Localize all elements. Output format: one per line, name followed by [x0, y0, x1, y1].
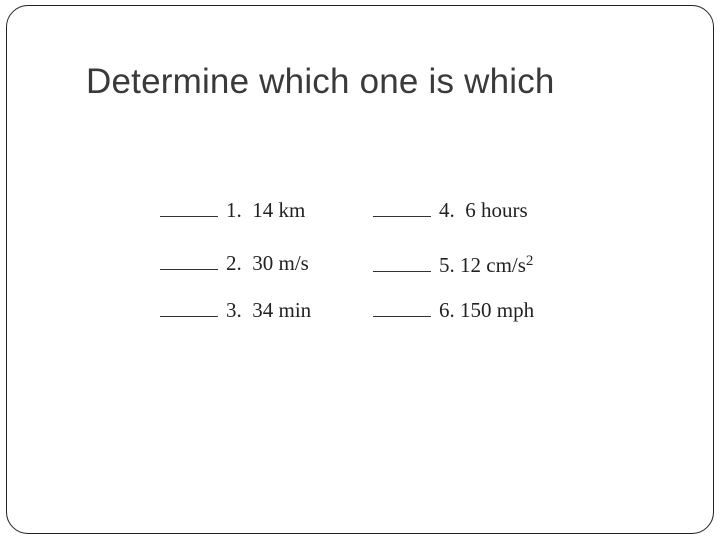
item-number: 2. [226, 251, 242, 275]
answer-blank [160, 296, 218, 317]
answer-blank [373, 196, 431, 217]
question-item-5 [373, 249, 533, 277]
item-number: 4. [439, 198, 455, 222]
question-item-6 [373, 296, 534, 322]
item-value: 150 mph [460, 298, 535, 322]
item-number: 3. [226, 298, 242, 322]
slide-frame [6, 5, 714, 534]
item-number: 5. [439, 253, 455, 277]
slide-title: Determine which one is which [86, 62, 555, 101]
question-item-4 [373, 196, 528, 222]
item-number: 1. [226, 198, 242, 222]
answer-blank [373, 296, 431, 317]
item-superscript: 2 [525, 253, 534, 269]
item-value: 12 cm/s [460, 253, 526, 277]
item-value: 6 hours [465, 198, 528, 222]
item-number: 6. [439, 298, 455, 322]
answer-blank [160, 249, 218, 270]
item-value: 14 km [252, 198, 306, 222]
item-value: 30 m/s [252, 251, 309, 275]
question-item-2 [160, 249, 309, 275]
question-item-1 [160, 196, 305, 222]
question-item-3 [160, 296, 311, 322]
answer-blank [373, 251, 431, 272]
item-value: 34 min [252, 298, 312, 322]
answer-blank [160, 196, 218, 217]
